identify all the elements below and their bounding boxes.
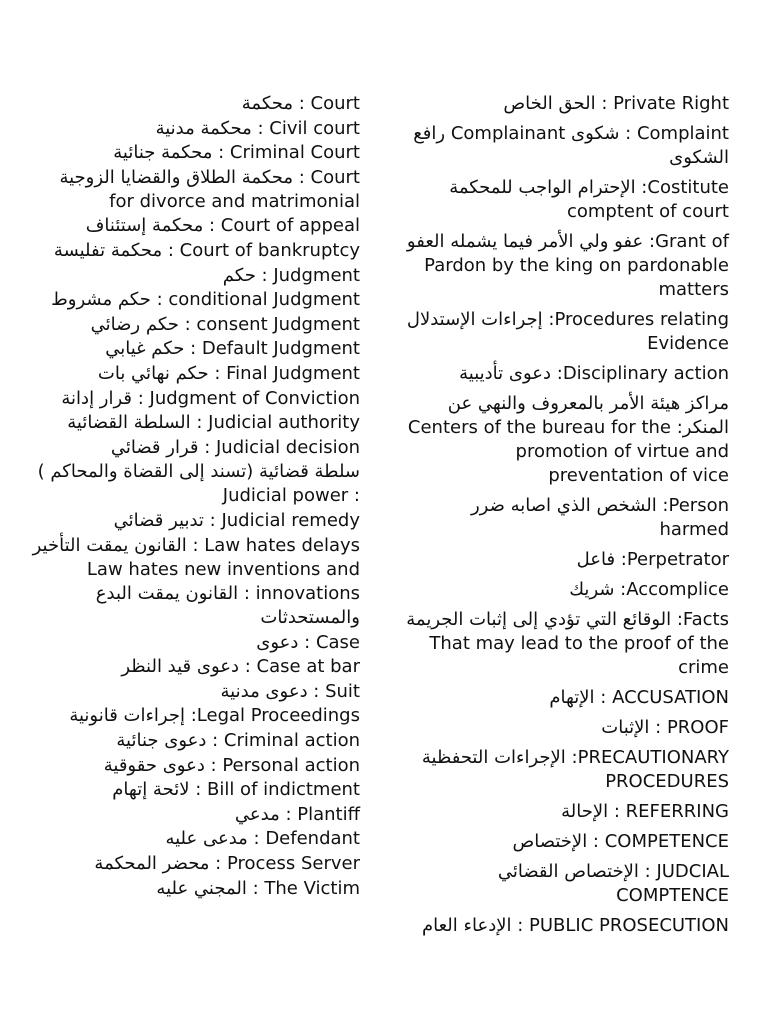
glossary-entry: Private Right : الحق الخاص — [503, 93, 729, 114]
glossary-entry: Plantiff : مدعي — [234, 803, 360, 825]
glossary-entry: Complaint : شكوى Complainant رافع الشكوى — [413, 123, 729, 168]
glossary-entry: Judicial authority : السلطة القضائية — [67, 412, 360, 434]
glossary-entry: JUDCIAL : الإختصاص القضائي COMPTENCE — [497, 861, 729, 906]
glossary-entry: ACCUSATION : الإتهام — [549, 687, 729, 708]
glossary-entry: Court of bankruptcy : محكمة تفليسة — [53, 239, 360, 261]
glossary-entry: Default Judgment : حكم غيابي — [105, 338, 360, 360]
glossary-entry: Criminal Court : محكمة جنائية — [113, 142, 360, 164]
left-glossary-column — [30, 92, 360, 901]
glossary-entry: Criminal action : دعوى جنائية — [116, 730, 360, 752]
glossary-entry: COMPETENCE : الإختصاص — [512, 831, 729, 852]
glossary-entry: conditional Judgment : حكم مشروط — [51, 289, 360, 311]
glossary-entry: Perpetrator: فاعل — [576, 549, 729, 570]
glossary-entry: Judgment of Conviction : قرار إدانة — [61, 387, 360, 409]
glossary-entry: Accomplice: شريك — [569, 579, 729, 600]
glossary-entry: Court : محكمة الطلاق والقضايا الزوجية for divorce and matrimonial — [59, 166, 360, 212]
glossary-entry: Court : محكمة — [241, 93, 360, 114]
glossary-entry: Court of appeal : محكمة إستئناف — [85, 215, 360, 237]
glossary-entry: consent Judgment : حكم رضائي — [90, 313, 360, 335]
glossary-entry: Judicial remedy : تدبير قضائي — [113, 509, 360, 531]
glossary-entry: Civil court : محكمة مدنية — [155, 117, 360, 139]
glossary-entry: Procedures relating: إجراءات الإستدلال Evidence — [406, 309, 729, 354]
glossary-entry: Judicial decision : قرار قضائي — [110, 436, 360, 458]
glossary-entry: Grant of: عفو ولي الأمر فيما يشمله العفو Pardon by the king on pardonable matters — [406, 231, 729, 300]
glossary-entry: REFERRING : الإحالة — [561, 801, 729, 822]
glossary-entry: Law hates delays : القانون يمقت التأخير — [32, 534, 360, 556]
glossary-entry: PRECAUTIONARY: الإجراءات التحفظية PROCEDURES — [421, 747, 729, 792]
glossary-entry: Case at bar : دعوى قيد النظر — [121, 656, 360, 678]
glossary-entry: Defendant : مدعى عليه — [165, 828, 360, 850]
glossary-entry: مراكز هيئة الأمر بالمعروف والنهي عن المنكر: Centers of the bureau for the promotion of virtue and preventation of vice — [407, 393, 729, 486]
glossary-entry: The Victim : المجني عليه — [156, 877, 360, 899]
glossary-entry: Bill of indictment : لائحة إتهام — [112, 779, 360, 801]
right-glossary-column — [400, 92, 729, 944]
glossary-entry: PUBLIC PROSECUTION : الإدعاء العام — [421, 915, 729, 936]
glossary-entry: Facts: الوقائع التي تؤدي إلى إثبات الجريمة That may lead to the proof of the crime — [406, 609, 729, 678]
glossary-entry: Person: الشخص الذي اصابه ضرر harmed — [470, 495, 729, 540]
glossary-entry: Legal Proceedings: إجراءات قانونية — [69, 705, 360, 727]
glossary-entry: Costitute: الإحترام الواجب للمحكمة comptent of court — [449, 177, 729, 222]
glossary-entry: Case : دعوى — [256, 631, 360, 653]
glossary-entry: Judgment : حكم — [222, 264, 360, 286]
glossary-entry: Final Judgment : حكم نهائي بات — [97, 362, 360, 384]
glossary-entry: سلطة قضائية (تسند إلى القضاة والمحاكم ) : Judicial power — [37, 461, 360, 507]
glossary-entry: Personal action : دعوى حقوقية — [103, 754, 360, 776]
glossary-entry: Process Server : محضر المحكمة — [94, 853, 360, 875]
glossary-entry: Law hates new inventions and innovations : القانون يمقت البدع والمستحدثات — [86, 559, 360, 629]
glossary-entry: PROOF : الإثبات — [601, 717, 729, 738]
glossary-entry: Suit : دعوى مدنية — [220, 680, 360, 702]
glossary-entry: Disciplinary action: دعوى تأديبية — [459, 363, 729, 384]
